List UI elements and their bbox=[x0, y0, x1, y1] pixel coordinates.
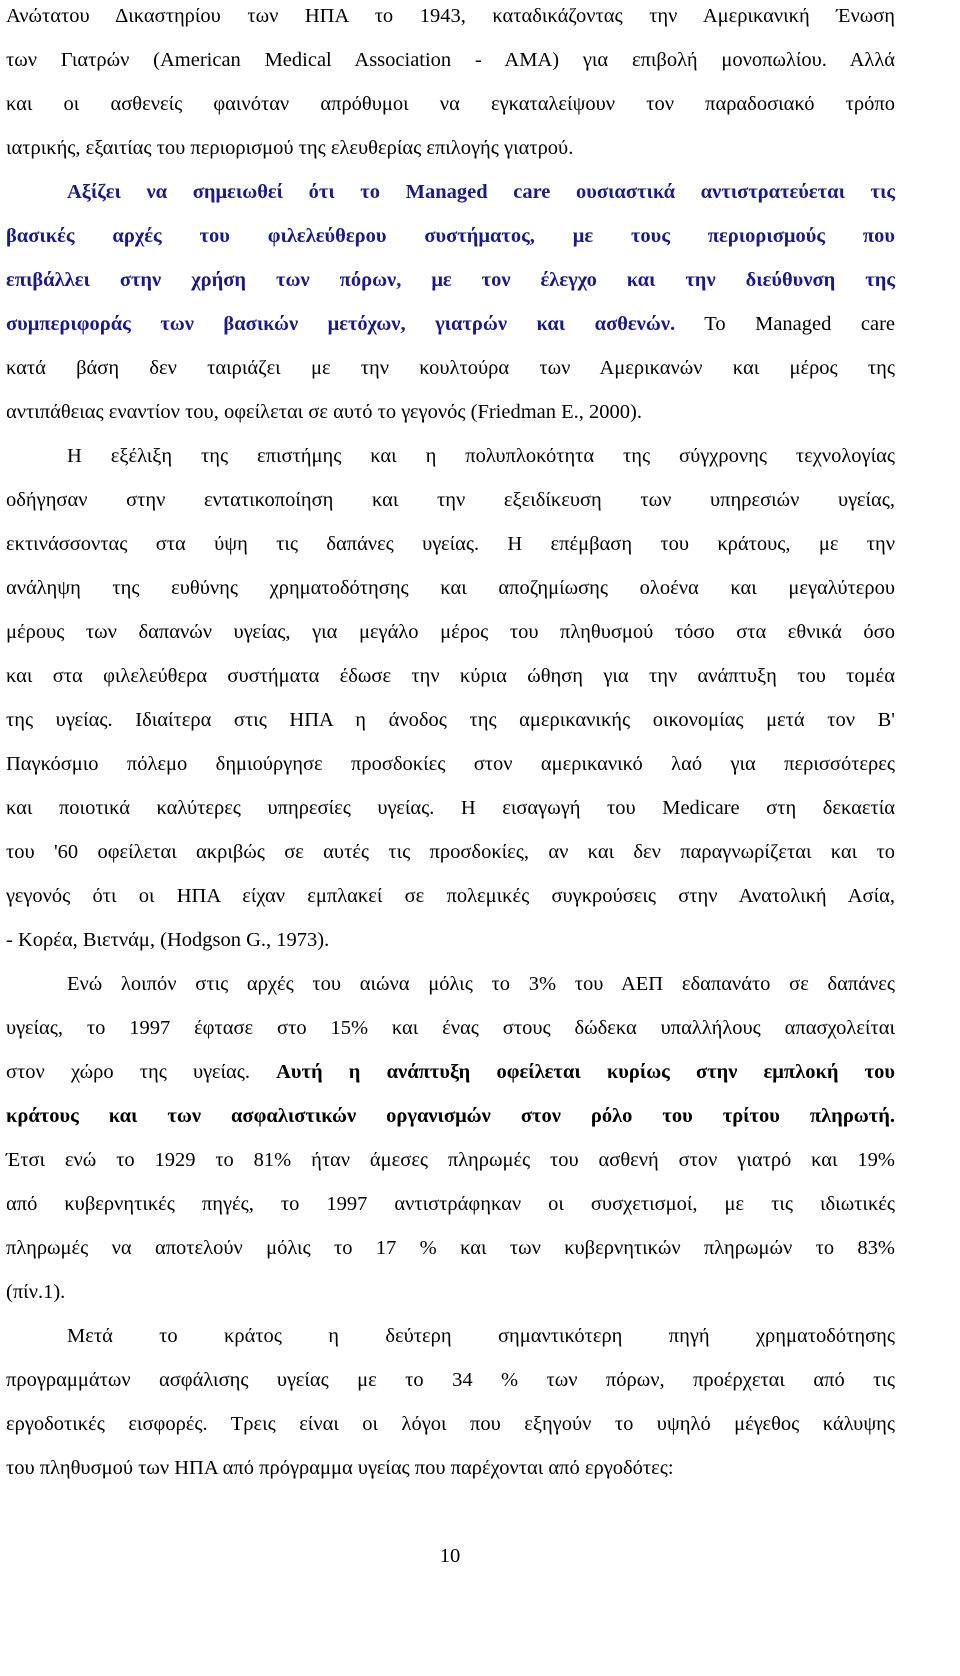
text-line bbox=[6, 346, 895, 390]
text-segment: Ενώ λοιπόν στις αρχές του αιώνα μόλις το 3% του ΑΕΠ εδαπανάτο σε δαπάνες bbox=[67, 973, 895, 995]
text-line bbox=[6, 82, 895, 126]
text-line bbox=[6, 830, 895, 874]
text-line bbox=[6, 522, 895, 566]
text-segment: από κυβερνητικές πηγές, το 1997 αντιστράφηκαν οι συσχετισμοί, με τις ιδιωτικές bbox=[6, 1193, 895, 1215]
page-number: 10 bbox=[439, 1545, 461, 1567]
text-line bbox=[6, 1358, 895, 1402]
emphasis-blue-text: επιβάλλει στην χρήση των πόρων, με τον έλεγχο και την διεύθυνση της bbox=[6, 269, 895, 291]
text-segment: ιατρικής, εξαιτίας του περιορισμού της ελευθερίας επιλογής γιατρού. bbox=[6, 137, 574, 159]
text-segment: εργοδοτικές εισφορές. Τρεις είναι οι λόγοι που εξηγούν το υψηλό μέγεθος κάλυψης bbox=[6, 1413, 895, 1435]
text-segment: αντιπάθειας εναντίον του, οφείλεται σε αυτό το γεγονός (Friedman E., 2000). bbox=[6, 401, 642, 423]
text-segment: (πίν.1). bbox=[6, 1281, 66, 1303]
text-line bbox=[6, 1138, 895, 1182]
text-segment: κατά βάση δεν ταιριάζει με την κουλτούρα των Αμερικανών και μέρος της bbox=[6, 357, 895, 379]
text-line bbox=[6, 1226, 895, 1270]
bold-text: κράτους και των ασφαλιστικών οργανισμών στον ρόλο του τρίτου πληρωτή. bbox=[6, 1105, 895, 1127]
text-line bbox=[6, 390, 895, 434]
text-line bbox=[6, 874, 895, 918]
text-line bbox=[6, 1402, 895, 1446]
text-line bbox=[6, 1050, 895, 1094]
text-line bbox=[6, 302, 895, 346]
text-segment: πληρωμές να αποτελούν μόλις το 17 % και των κυβερνητικών πληρωμών το 83% bbox=[6, 1237, 895, 1259]
text-line bbox=[6, 1446, 895, 1490]
document-body bbox=[6, 0, 895, 1490]
paragraph bbox=[6, 962, 895, 1314]
paragraph bbox=[6, 1314, 895, 1490]
text-line bbox=[6, 566, 895, 610]
text-segment: Έτσι ενώ το 1929 το 81% ήταν άμεσες πληρωμές του ασθενή στον γιατρό και 19% bbox=[6, 1149, 895, 1171]
text-line bbox=[6, 478, 895, 522]
text-line bbox=[6, 610, 895, 654]
text-line bbox=[6, 1182, 895, 1226]
text-line bbox=[6, 1270, 895, 1314]
text-segment: στον χώρο της υγείας. bbox=[6, 1061, 277, 1083]
text-segment: ανάληψη της ευθύνης χρηματοδότησης και αποζημίωσης ολοένα και μεγαλύτερου bbox=[6, 577, 895, 599]
text-segment: και στα φιλελεύθερα συστήματα έδωσε την κύρια ώθηση για την ανάπτυξη του τομέα bbox=[6, 665, 895, 687]
text-line bbox=[6, 918, 895, 962]
text-line bbox=[6, 1006, 895, 1050]
text-line bbox=[6, 0, 895, 38]
text-segment: γεγονός ότι οι ΗΠΑ είχαν εμπλακεί σε πολεμικές συγκρούσεις στην Ανατολική Ασία, bbox=[6, 885, 895, 907]
text-line bbox=[6, 698, 895, 742]
text-segment: της υγείας. Ιδιαίτερα στις ΗΠΑ η άνοδος της αμερικανικής οικονομίας μετά τον Β' bbox=[6, 709, 895, 731]
text-line bbox=[6, 962, 895, 1006]
emphasis-blue-text: συμπεριφοράς των βασικών μετόχων, γιατρών και ασθενών. bbox=[6, 313, 676, 335]
text-segment: του πληθυσμού των ΗΠΑ από πρόγραμμα υγείας που παρέχονται από εργοδότες: bbox=[6, 1457, 674, 1479]
text-segment: υγείας, το 1997 έφτασε στο 15% και ένας στους δώδεκα υπαλλήλους απασχολείται bbox=[6, 1017, 895, 1039]
text-segment: Μετά το κράτος η δεύτερη σημαντικότερη πηγή χρηματοδότησης bbox=[67, 1325, 895, 1347]
text-segment: - Κορέα, Βιετνάμ, (Hodgson G., 1973). bbox=[6, 929, 330, 951]
text-segment: Το Managed care bbox=[675, 313, 895, 335]
text-line bbox=[6, 1314, 895, 1358]
text-line bbox=[6, 170, 895, 214]
text-segment: Η εξέλιξη της επιστήμης και η πολυπλοκότητα της σύγχρονης τεχνολογίας bbox=[67, 445, 895, 467]
text-segment: οδήγησαν στην εντατικοποίηση και την εξειδίκευση των υπηρεσιών υγείας, bbox=[6, 489, 895, 511]
paragraph bbox=[6, 434, 895, 962]
bold-text: Αυτή η ανάπτυξη οφείλεται κυρίως στην εμπλοκή του bbox=[276, 1061, 895, 1083]
text-line bbox=[6, 742, 895, 786]
text-line bbox=[6, 1094, 895, 1138]
paragraph bbox=[6, 0, 895, 170]
emphasis-blue-text: Αξίζει να σημειωθεί ότι το Managed care ουσιαστικά αντιστρατεύεται τις bbox=[67, 181, 895, 203]
text-segment: Ανώτατου Δικαστηρίου των ΗΠΑ το 1943, καταδικάζοντας την Αμερικανική Ένωση bbox=[6, 5, 895, 27]
text-line bbox=[6, 126, 895, 170]
text-segment: Παγκόσμιο πόλεμο δημιούργησε προσδοκίες στον αμερικανικό λαό για περισσότερες bbox=[6, 753, 895, 775]
text-segment: του '60 οφείλεται ακριβώς σε αυτές τις προσδοκίες, αν και δεν παραγνωρίζεται και το bbox=[6, 841, 895, 863]
text-segment: εκτινάσσοντας στα ύψη τις δαπάνες υγείας. Η επέμβαση του κράτους, με την bbox=[6, 533, 895, 555]
text-line bbox=[6, 654, 895, 698]
text-line bbox=[6, 38, 895, 82]
text-line bbox=[6, 214, 895, 258]
text-segment: και ποιοτικά καλύτερες υπηρεσίες υγείας. Η εισαγωγή του Medicare στη δεκαετία bbox=[6, 797, 895, 819]
text-segment: και οι ασθενείς φαινόταν απρόθυμοι να εγκαταλείψουν τον παραδοσιακό τρόπο bbox=[6, 93, 895, 115]
paragraph bbox=[6, 170, 895, 434]
text-segment: των Γιατρών (American Medical Association - AMA) για επιβολή μονοπωλίου. Αλλά bbox=[6, 49, 895, 71]
text-line bbox=[6, 258, 895, 302]
text-segment: προγραμμάτων ασφάλισης υγείας με το 34 % των πόρων, προέρχεται από τις bbox=[6, 1369, 895, 1391]
text-segment: μέρους των δαπανών υγείας, για μεγάλο μέρος του πληθυσμού τόσο στα εθνικά όσο bbox=[6, 621, 895, 643]
text-line bbox=[6, 786, 895, 830]
emphasis-blue-text: βασικές αρχές του φιλελεύθερου συστήματος, με τους περιορισμούς που bbox=[6, 225, 895, 247]
text-line bbox=[6, 434, 895, 478]
